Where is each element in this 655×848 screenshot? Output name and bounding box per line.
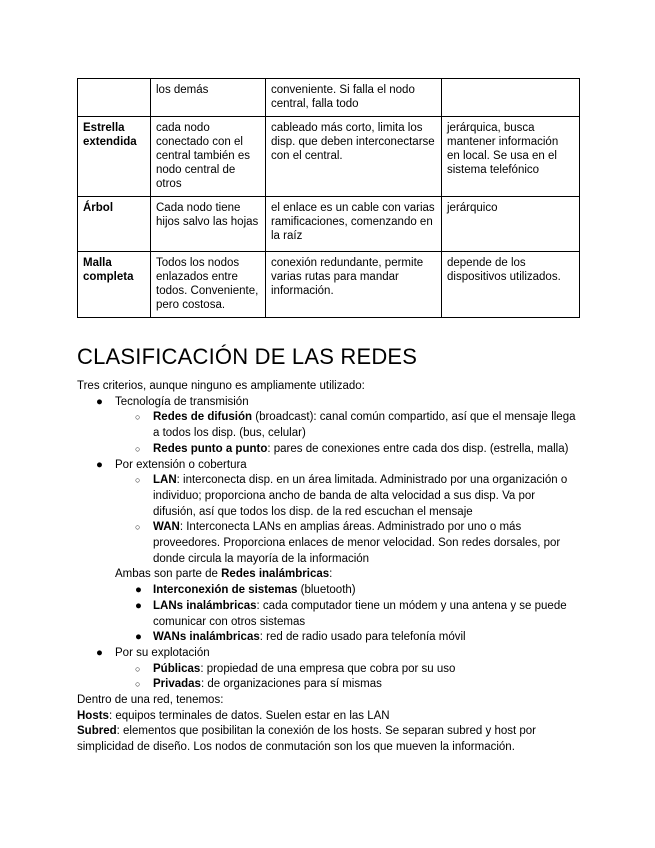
table-cell: Cada nodo tiene hijos salvo las hojas	[151, 197, 266, 252]
within-text: Dentro de una red, tenemos:	[77, 694, 224, 707]
bullet-icon: ●	[135, 599, 142, 612]
table-cell: cableado más corto, limita los disp. que deben interconectarse con el central.	[266, 117, 442, 197]
table-row	[78, 252, 580, 318]
table-cell-name	[78, 79, 151, 117]
list-item	[77, 520, 579, 567]
hosts-paragraph	[77, 709, 579, 725]
definition: : Interconecta LANs en amplias áreas. Administrado por uno o más proveedores. Proporciona enlaces de menor velocidad. Son redes dorsales, por donde circula la mayoría de la información	[153, 521, 561, 565]
list-item	[77, 410, 579, 441]
term: Redes punto a punto	[153, 442, 268, 455]
table-cell: jerárquico	[442, 197, 580, 252]
table-cell: cada nodo conectado con el central también es nodo central de otros	[151, 117, 266, 197]
table-row	[78, 197, 580, 252]
table-row	[78, 79, 580, 117]
term: WAN	[153, 521, 180, 534]
term: Públicas	[153, 662, 201, 675]
bullet-icon: ●	[96, 395, 103, 408]
table-row	[78, 117, 580, 197]
circle-bullet-icon: ○	[135, 663, 141, 674]
circle-bullet-icon: ○	[135, 443, 141, 454]
table-cell: el enlace es un cable con varias ramificaciones, comenzando en la raíz	[266, 197, 442, 252]
definition: : red de radio usado para telefonía móvil	[259, 631, 466, 644]
bullet-icon: ●	[96, 646, 103, 659]
definition: (bluetooth)	[297, 584, 356, 597]
subred-paragraph	[77, 724, 579, 755]
list-item	[77, 395, 579, 411]
definition: : elementos que posibilitan la conexión de los hosts. Se separan subred y host por simplicidad de diseño. Los nodos de conmutación son los que mueven la información.	[77, 725, 536, 754]
list-item	[77, 458, 579, 474]
list-item	[77, 630, 579, 646]
criterion-label: Tecnología de transmisión	[115, 395, 249, 408]
term: Interconexión de sistemas	[153, 584, 298, 597]
table-cell-name: Estrella extendida	[78, 117, 151, 197]
term: Redes de difusión	[153, 411, 253, 424]
definition: : propiedad de una empresa que cobra por su uso	[200, 662, 456, 675]
list-item	[77, 662, 579, 678]
list-item	[77, 442, 579, 458]
list-item	[77, 646, 579, 662]
term: Redes inalámbricas	[221, 568, 330, 581]
term: LANs inalámbricas	[153, 599, 257, 612]
bullet-icon: ●	[135, 584, 142, 597]
document-page	[77, 78, 579, 756]
criteria-list	[77, 395, 579, 568]
section-heading: CLASIFICACIÓN DE LAS REDES	[77, 344, 418, 369]
definition: : pares de conexiones entre cada dos disp. (estrella, malla)	[267, 442, 569, 455]
criterion-label: Por extensión o cobertura	[115, 458, 247, 471]
term: WANs inalámbricas	[153, 631, 260, 644]
circle-bullet-icon: ○	[135, 679, 141, 690]
list-item	[77, 599, 579, 630]
definition: : equipos terminales de datos. Suelen estar en las LAN	[108, 709, 390, 722]
term: Subred	[77, 725, 117, 738]
wireless-list	[77, 583, 579, 693]
criterion-label: Por su explotación	[115, 646, 210, 659]
table-cell: los demás	[151, 79, 266, 117]
list-item	[77, 583, 579, 599]
term: LAN	[153, 474, 177, 487]
bullet-icon: ●	[96, 458, 103, 471]
definition: : interconecta disp. en un área limitada. Administrado por una organización o individuo; proporciona ancho de banda de alta velocidad a sus disp. Va por difusión, así que todos los disp. de la red escuchan el mensaje	[153, 474, 568, 518]
circle-bullet-icon: ○	[135, 475, 141, 486]
definition: : de organizaciones para sí mismas	[200, 678, 382, 691]
definition: : cada computador tiene un módem y una antena y se puede comunicar con otros sistemas	[153, 599, 567, 628]
term: Hosts	[77, 709, 109, 722]
wireless-lead-end: :	[329, 568, 333, 581]
definition: (broadcast): canal común compartido, así que el mensaje llega a todos los disp. (bus, celular)	[153, 411, 576, 440]
table-cell: Todos los nodos enlazados entre todos. Conveniente, pero costosa.	[151, 252, 266, 318]
table-cell-name: Malla completa	[78, 252, 151, 318]
list-item	[77, 677, 579, 693]
wireless-lead	[77, 567, 579, 583]
term: Privadas	[153, 678, 201, 691]
intro-text: Tres criterios, aunque ninguno es ampliamente utilizado:	[77, 380, 365, 392]
table-cell: depende de los dispositivos utilizados.	[442, 252, 580, 318]
bullet-icon: ●	[135, 631, 142, 644]
table-cell	[442, 79, 580, 117]
table-cell: jerárquica, busca mantener información en local. Se usa en el sistema telefónico	[442, 117, 580, 197]
circle-bullet-icon: ○	[135, 412, 141, 423]
list-item	[77, 473, 579, 520]
topology-table	[77, 78, 580, 318]
table-cell: conexión redundante, permite varias rutas para mandar información.	[266, 252, 442, 318]
table-cell: conveniente. Si falla el nodo central, falla todo	[266, 79, 442, 117]
wireless-lead-text: Ambas son parte de	[115, 568, 222, 581]
table-cell-name: Árbol	[78, 197, 151, 252]
circle-bullet-icon: ○	[135, 522, 141, 533]
